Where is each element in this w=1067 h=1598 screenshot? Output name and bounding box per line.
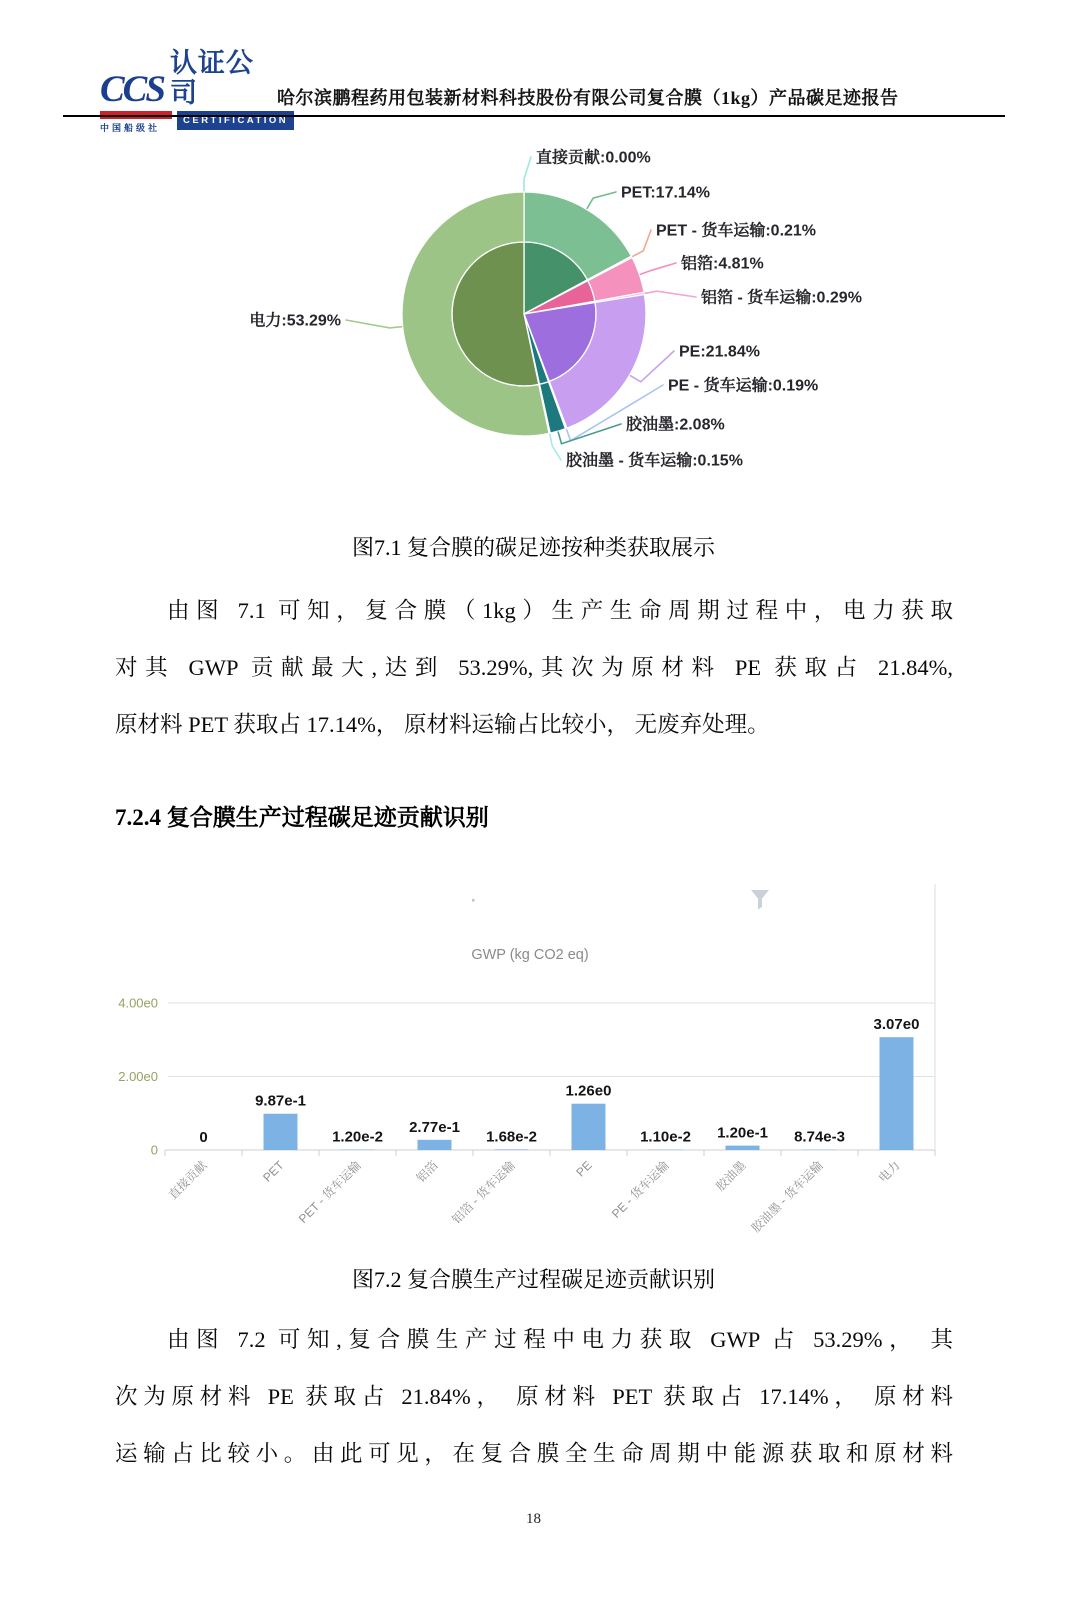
ccs-logo [100,48,289,133]
pie-label-4: 铝箔 - 货车运输:0.29% [701,289,862,307]
logo-society-name: 中国船级社 [100,123,161,133]
page-number: 18 [526,1511,541,1527]
pie-leader-line-1 [587,192,616,208]
x-tick-label-2: PET - 货车运输 [295,1158,364,1226]
x-tick-label-5: PE [573,1158,595,1180]
ccs-logo-company-cn: 认证公司 [169,48,254,108]
x-tick-label-0: 直接贡献 [165,1158,210,1203]
paragraph-2 [115,1311,953,1482]
paragraph-2-line-3: 运输占比较小。由此可见，在复合膜全生命周期中能源获取和原材料 [115,1441,953,1466]
pie-leader-line-4 [645,291,696,297]
x-tick-label-7: 胶油墨 [713,1158,749,1194]
bar-value-label-3: 2.77e-1 [409,1118,460,1136]
bar-value-label-4: 1.68e-2 [486,1128,537,1146]
report-header-title: 哈尔滨鹏程药用包装新材料科技股份有限公司复合膜（1kg）产品碳足迹报告 [277,88,899,108]
pie-label-6: PE - 货车运输:0.19% [668,377,819,395]
x-tick-label-9: 电力 [875,1158,903,1186]
pie-label-5: PE:21.84% [679,343,760,361]
bar-value-label-2: 1.20e-2 [332,1128,383,1146]
bar-value-label-8: 8.74e-3 [794,1128,845,1146]
bar-value-label-7: 1.20e-1 [717,1124,768,1142]
paragraph-1-line-1: 由图 7.1 可知，复合膜（1kg）生产生命周期过程中，电力获取 [167,598,953,623]
section-heading-7-2-4: 7.2.4 复合膜生产过程碳足迹贡献识别 [115,805,489,830]
artifact-dot [472,899,475,902]
bar-9 [880,1037,914,1150]
bar-4 [495,1149,529,1150]
pie-label-1: PET:17.14% [621,184,710,202]
x-tick-label-6: PE - 货车运输 [608,1158,672,1221]
header-divider [63,115,1005,117]
ccs-logo-text: CCS [100,69,164,110]
pie-label-3: 铝箔:4.81% [681,255,764,273]
bar-chart-figure [100,868,945,1246]
x-tick-label-4: 铝箔 - 货车运输 [449,1158,518,1227]
bar-3 [418,1140,452,1150]
x-tick-label-1: PET [260,1158,287,1185]
pie-leader-line-2 [633,230,651,256]
bar-value-label-9: 3.07e0 [873,1016,920,1034]
bar-value-label-1: 9.87e-1 [255,1092,306,1110]
logo-certification-label: CERTIFICATION [177,111,294,130]
filter-funnel-icon [751,890,769,910]
pie-label-0: 直接贡献:0.00% [536,149,651,167]
pie-chart-svg [100,130,967,490]
pie-label-9: 电力:53.29% [249,312,341,330]
bar-value-label-0: 0 [199,1129,208,1146]
bar-1 [264,1114,298,1150]
figure1-caption: 图7.1 复合膜的碳足迹按种类获取展示 [351,535,715,560]
pie-label-2: PET - 货车运输:0.21% [656,222,817,240]
paragraph-1 [115,582,953,753]
pie-leader-line-3 [640,263,676,274]
y-tick-label-1: 2.00e0 [118,1069,158,1084]
bar-chart-svg [100,868,945,1246]
pie-leader-line-0 [524,157,531,191]
paragraph-2-line-1: 由图 7.2 可知,复合膜生产过程中电力获取 GWP 占 53.29%， 其 [167,1327,953,1352]
pie-leader-line-9 [346,320,402,328]
bar-value-label-5: 1.26e0 [565,1082,612,1100]
bar-5 [572,1104,606,1150]
figure2-caption: 图7.2 复合膜生产过程碳足迹贡献识别 [351,1267,715,1292]
y-tick-label-0: 0 [150,1142,158,1158]
pie-chart-figure [100,130,967,490]
paragraph-2-line-2: 次为原材料 PE 获取占 21.84%， 原材料 PET 获取占 17.14%， 原材料 [115,1384,953,1409]
paragraph-1-line-3: 原材料 PET 获取占 17.14%， 原材料运输占比较小， 无废弃处理。 [115,712,770,737]
bar-7 [726,1146,760,1150]
y-tick-label-2: 4.00e0 [118,995,158,1011]
x-tick-label-8: 胶油墨 - 货车运输 [748,1158,826,1236]
pie-label-8: 胶油墨 - 货车运输:0.15% [566,452,743,470]
paragraph-1-line-2: 对其 GWP 贡献最大,达到 53.29%,其次为原材料 PE 获取占 21.84%, [115,655,953,680]
bar-chart-title: GWP (kg CO2 eq) [471,947,589,963]
pie-label-7: 胶油墨:2.08% [626,416,725,434]
pie-slices [346,157,696,460]
x-tick-label-3: 铝箔 [413,1158,441,1186]
bar-value-label-6: 1.10e-2 [640,1128,691,1146]
